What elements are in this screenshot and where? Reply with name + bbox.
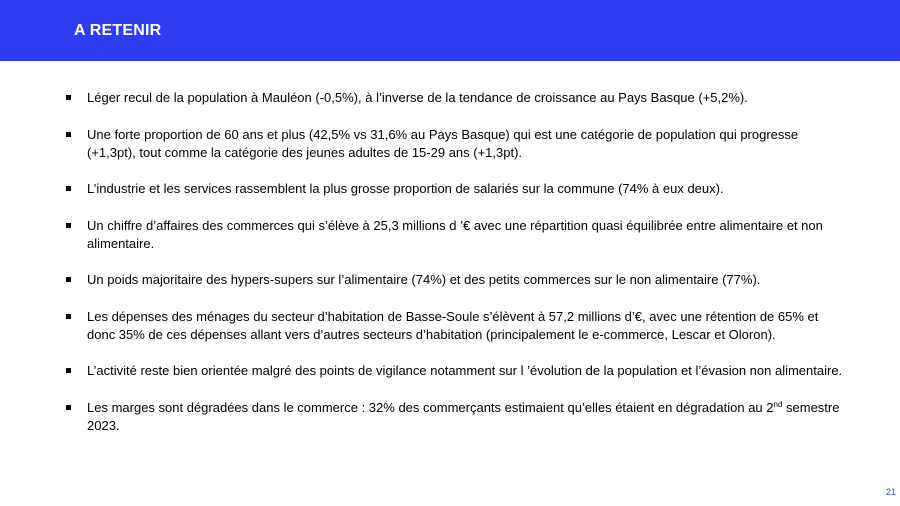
square-bullet-icon bbox=[66, 95, 71, 100]
square-bullet-icon bbox=[66, 223, 71, 228]
list-item bbox=[66, 89, 846, 107]
bullet-text: Léger recul de la population à Mauléon (-0,5%), à l’inverse de la tendance de croissance au Pays Basque (+5,2%). bbox=[87, 90, 748, 105]
bullet-text: L’activité reste bien orientée malgré des points de vigilance notamment sur l ’évolution de la population et l’évasion non alimentaire. bbox=[87, 363, 843, 378]
list-item bbox=[66, 126, 846, 162]
square-bullet-icon bbox=[66, 277, 71, 282]
bullet-text bbox=[87, 400, 839, 433]
list-item bbox=[66, 399, 846, 435]
bullet-text: Un chiffre d’affaires des commerces qui s’élève à 25,3 millions d ’€ avec une répartition quasi équilibrée entre alimentaire et non alimentaire. bbox=[87, 217, 823, 251]
list-item bbox=[66, 362, 846, 380]
page-title: A RETENIR bbox=[74, 22, 162, 39]
square-bullet-icon bbox=[66, 405, 71, 410]
list-item bbox=[66, 217, 846, 253]
list-item bbox=[66, 271, 846, 289]
page-number: 21 bbox=[885, 487, 896, 497]
bullet-text: L’industrie et les services rassemblent la plus grosse proportion de salariés sur la commune (74% à eux deux). bbox=[87, 181, 724, 196]
bullet-text: Un poids majoritaire des hypers-supers sur l’alimentaire (74%) et des petits commerces sur le non alimentaire (77%). bbox=[87, 272, 761, 287]
bullet-text-before: Les marges sont dégradées dans le commerce : 32% des commerçants estimaient qu’elles étaient en dégradation au 2 bbox=[87, 399, 774, 415]
bullet-list bbox=[66, 89, 846, 453]
bullet-text: Une forte proportion de 60 ans et plus (42,5% vs 31,6% au Pays Basque) qui est une catégorie de population qui progresse (+1,3pt), tout comme la catégorie des jeunes adultes de 15-29 ans (+1,3pt). bbox=[87, 126, 799, 160]
ordinal-superscript: nd bbox=[773, 399, 783, 409]
list-item bbox=[66, 308, 846, 344]
square-bullet-icon bbox=[66, 132, 71, 137]
square-bullet-icon bbox=[66, 186, 71, 191]
square-bullet-icon bbox=[66, 368, 71, 373]
header-banner bbox=[0, 0, 900, 61]
bullet-text-after: semestre 2023. bbox=[87, 399, 840, 433]
list-item bbox=[66, 180, 846, 198]
square-bullet-icon bbox=[66, 314, 71, 319]
bullet-text: Les dépenses des ménages du secteur d’habitation de Basse-Soule s’élèvent à 57,2 millions d’€, avec une rétention de 65% et donc 35% de ces dépenses allant vers d’autres secteurs d’habitation (principalement le e-commerce, Lescar et Oloron). bbox=[87, 308, 819, 342]
